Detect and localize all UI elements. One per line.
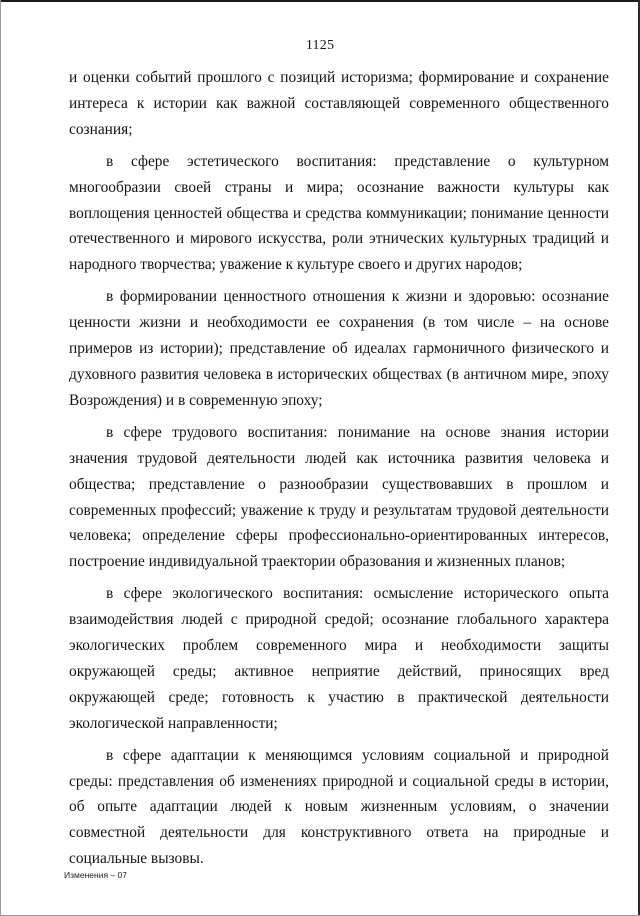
- scan-border-top: [0, 0, 640, 2]
- page-number: 1125: [305, 38, 335, 53]
- paragraph-aesthetic-education: в сфере эстетического воспитания: представление о культурном многообразии своей страны и мира; осознание важности культуры как воплощения ценностей общества и средства коммуникации; понимание ценности отечественного и мирового искусства, роли этнических культурных традиций и народного творчества; уважение к культуре своего и других народов;: [69, 152, 609, 274]
- footer-revision-note: Изменения – 07: [64, 870, 127, 880]
- paragraph-adaptation: в сфере адаптации к меняющимся условиям социальной и природной среды: представления об изменениях природной и социальной среды в истории, об опыте адаптации людей к новым жизненным условиям, о значении совместной деятельности для конструктивного ответа на природные и социальные вызовы.: [69, 746, 609, 868]
- paragraph-ecological-education: в сфере экологического воспитания: осмысление исторического опыта взаимодействия людей с природной средой; осознание глобального характера экологических проблем современного мира и необходимости защиты окружающей среды; активное неприятие действий, приносящих вред окружающей среде; готовность к участию в практической деятельности экологической направленности;: [69, 585, 609, 732]
- paragraph-labor-education: в сфере трудового воспитания: понимание на основе знания истории значения трудовой деятельности людей как источника развития человека и общества; представление о разнообразии существовавших в прошлом и современных профессий; уважение к труду и результатам трудовой деятельности человека; определение сферы профессионально-ориентированных интересов, построение индивидуальной траектории образования и жизненных планов;: [69, 423, 609, 571]
- paragraph-health-values: в формировании ценностного отношения к жизни и здоровью: осознание ценности жизни и необходимости ее сохранения (в том числе – на основе примеров из истории); представление об идеалах гармоничного физического и духовного развития человека в исторических обществах (в античном мире, эпоху Возрождения) и в современную эпоху;: [69, 288, 609, 409]
- document-body: [69, 65, 609, 878]
- paragraph-historicism-continuation: и оценки событий прошлого с позиций историзма; формирование и сохранение интереса к истории как важной составляющей современного общественного сознания;: [69, 69, 609, 138]
- scan-border-left: [0, 0, 1, 916]
